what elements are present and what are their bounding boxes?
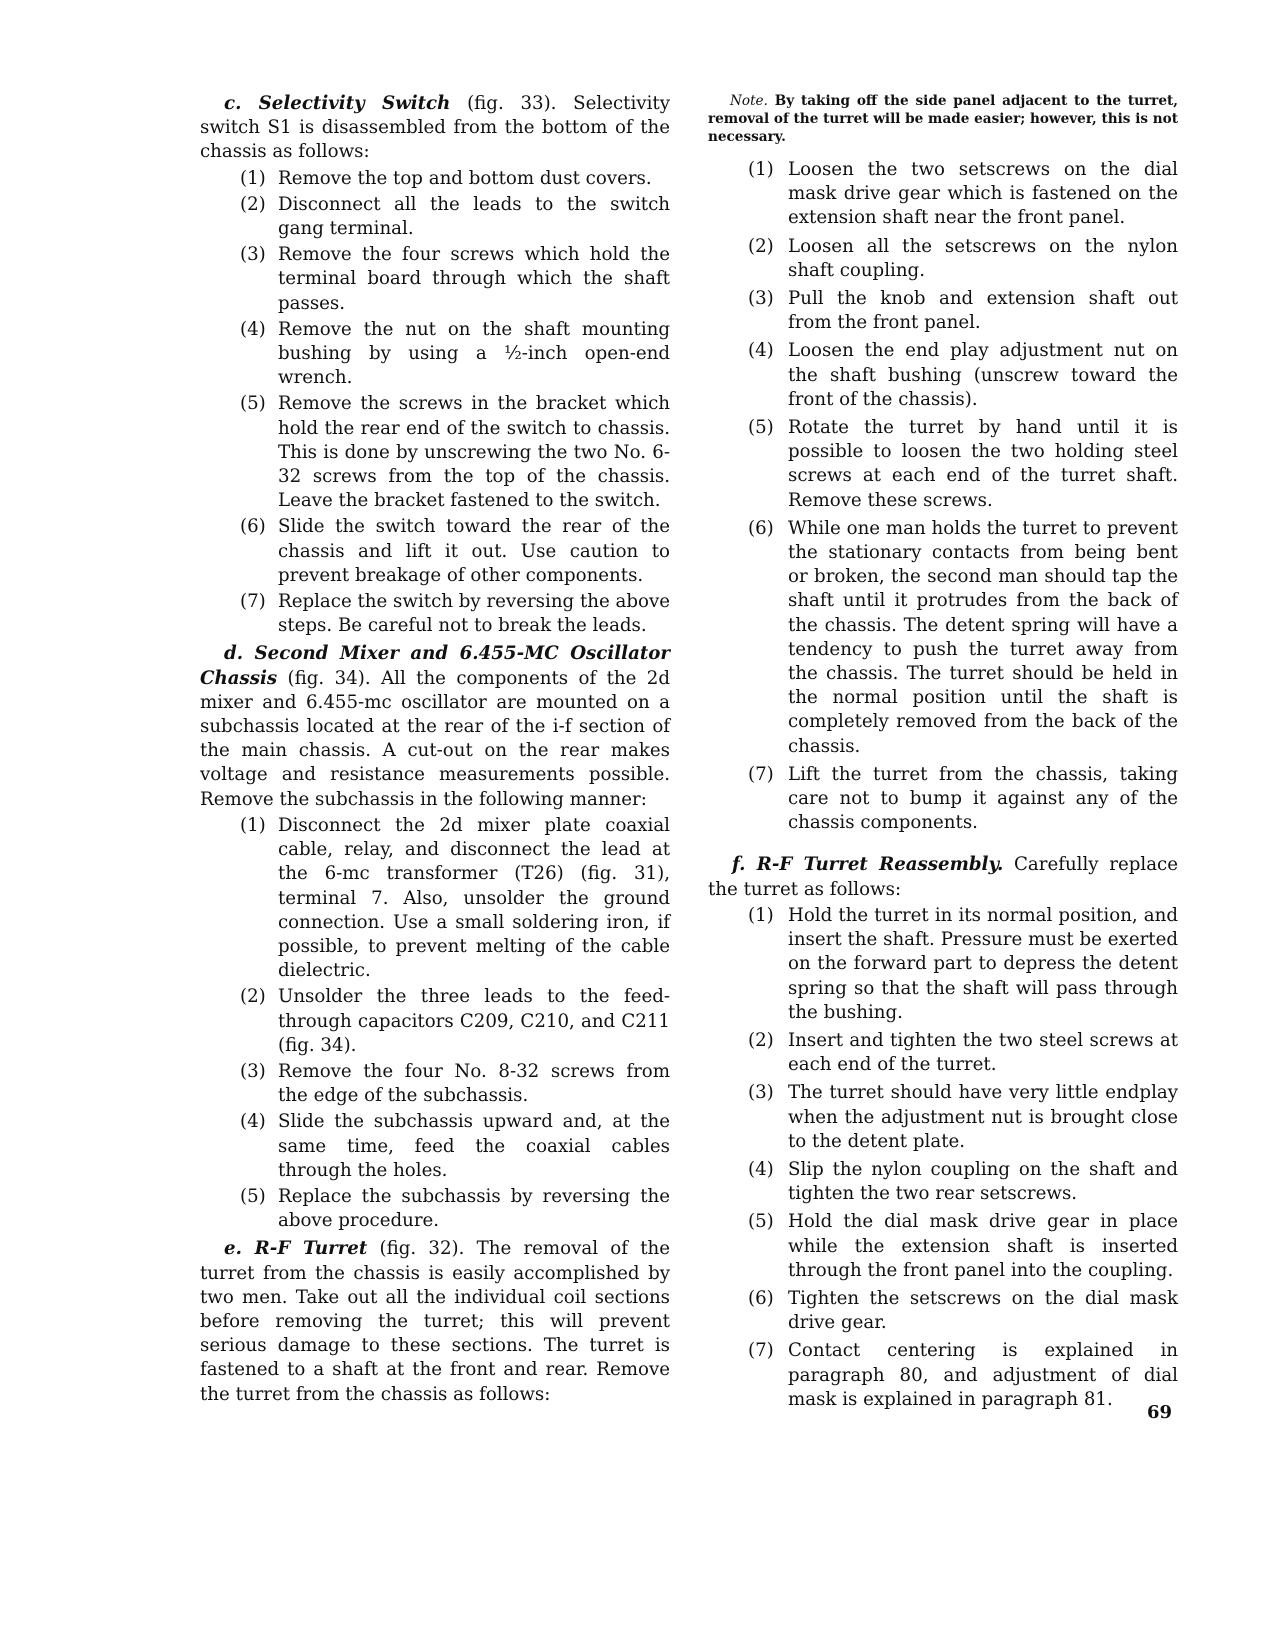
list-item bbox=[708, 158, 1178, 231]
step-number: (5) bbox=[748, 417, 774, 439]
step-number: (6) bbox=[748, 1287, 774, 1309]
section-f-steps bbox=[708, 904, 1178, 1412]
list-item bbox=[708, 1081, 1178, 1154]
list-item bbox=[708, 1287, 1178, 1335]
step-number: (7) bbox=[748, 763, 774, 785]
note-label: Note. bbox=[730, 93, 768, 109]
section-d-steps bbox=[200, 814, 670, 1233]
step-text: Replace the subchassis by reversing the above procedure. bbox=[278, 1185, 670, 1232]
step-text: Slide the subchassis upward and, at the same time, feed the coaxial cables through the holes. bbox=[278, 1111, 670, 1181]
step-text: Remove the nut on the shaft mounting bushing by using a ½-inch open-end wrench. bbox=[278, 318, 670, 389]
step-number: (2) bbox=[240, 986, 266, 1008]
section-e-paragraph bbox=[200, 1237, 670, 1406]
list-item bbox=[200, 193, 670, 241]
list-item bbox=[200, 985, 670, 1058]
left-column bbox=[200, 92, 670, 1409]
step-text: Pull the knob and extension shaft out from the front panel. bbox=[788, 288, 1178, 334]
step-text: Slide the switch toward the rear of the chassis and lift it out. Use caution to prevent breakage of other components. bbox=[278, 516, 670, 586]
section-f-paragraph bbox=[708, 853, 1178, 901]
list-item bbox=[708, 416, 1178, 513]
list-item bbox=[708, 287, 1178, 335]
list-item bbox=[200, 243, 670, 316]
list-item bbox=[200, 318, 670, 391]
section-d-heading: d. Second Mixer and 6.455-MC Oscillator Chassis bbox=[200, 643, 670, 689]
step-number: (6) bbox=[240, 516, 266, 538]
step-text: Rotate the turret by hand until it is possible to loosen the two holding steel screws at each end of the turret shaft. Remove these screws. bbox=[788, 417, 1178, 511]
section-e-steps bbox=[708, 158, 1178, 835]
note-text: By taking off the side panel adjacent to the turret, removal of the turret will be made easier; however, this is not necessary. bbox=[708, 93, 1178, 145]
step-number: (4) bbox=[748, 340, 774, 362]
step-text: Loosen the end play adjustment nut on the shaft bushing (unscrew toward the front of the chassis). bbox=[788, 340, 1178, 410]
list-item bbox=[200, 392, 670, 513]
step-number: (3) bbox=[240, 1060, 266, 1082]
step-number: (4) bbox=[240, 318, 266, 340]
section-c-steps bbox=[200, 167, 670, 639]
step-text: Loosen the two setscrews on the dial mask drive gear which is fastened on the extension shaft near the front panel. bbox=[788, 159, 1178, 229]
step-text: Remove the four screws which hold the terminal board through which the shaft passes. bbox=[278, 244, 670, 314]
section-c-paragraph bbox=[200, 92, 670, 165]
step-text: Replace the switch by reversing the above steps. Be careful not to break the leads. bbox=[278, 591, 670, 637]
step-text: Disconnect all the leads to the switch gang terminal. bbox=[278, 193, 670, 240]
step-text: The turret should have very little endplay when the adjustment nut is brought close to the detent plate. bbox=[788, 1082, 1178, 1152]
list-item bbox=[708, 1210, 1178, 1283]
list-item bbox=[708, 517, 1178, 759]
list-item bbox=[708, 763, 1178, 836]
step-number: (7) bbox=[240, 591, 266, 613]
page-number: 69 bbox=[1146, 1402, 1172, 1423]
list-item bbox=[200, 590, 670, 638]
list-item bbox=[200, 814, 670, 983]
list-item bbox=[200, 1185, 670, 1233]
step-number: (3) bbox=[748, 1082, 774, 1104]
step-text: While one man holds the turret to prevent the stationary contacts from being bent or broken, the second man should tap the shaft until it protrudes from the back of the chassis. The detent spring will have a tendency to push the turret away from the chassis. The turret should be held in the normal position until the shaft is completely removed from the back of the chassis. bbox=[788, 517, 1178, 757]
section-d-paragraph bbox=[200, 642, 670, 811]
step-text: Slip the nylon coupling on the shaft and tighten the two rear setscrews. bbox=[788, 1158, 1178, 1205]
step-text: Disconnect the 2d mixer plate coaxial cable, relay, and disconnect the lead at the 6-mc transformer (T26) (fig. 31), terminal 7. Also, unsolder the ground connection. Use a small soldering iron, if possible, to prevent melting of the cable dielectric. bbox=[278, 814, 670, 982]
list-item bbox=[708, 1029, 1178, 1077]
step-text: Unsolder the three leads to the feed-through capacitors C209, C210, and C211 (fig. 34). bbox=[278, 986, 670, 1056]
section-e-text: (fig. 32). The removal of the turret from the chassis is easily accomplished by two men. Take out all the individual coil sections before removing the turret; this will prevent serious damage to these sections. The turret is fastened to a shaft at the front and rear. Remove the turret from the chassis as follows: bbox=[200, 1238, 670, 1405]
step-text: Remove the screws in the bracket which hold the rear end of the switch to chassis. This is done by unscrewing the two No. 6-32 screws from the top of the chassis. Leave the bracket fastened to the switch. bbox=[278, 393, 670, 512]
step-text: Contact centering is explained in paragraph 80, and adjustment of dial mask is explained in paragraph 81. bbox=[788, 1340, 1178, 1410]
step-number: (1) bbox=[748, 159, 774, 180]
list-item bbox=[200, 515, 670, 588]
list-item bbox=[200, 1060, 670, 1108]
section-c-heading: c. Selectivity Switch bbox=[224, 93, 451, 114]
list-item bbox=[708, 904, 1178, 1025]
step-text: Lift the turret from the chassis, taking care not to bump it against any of the chassis components. bbox=[788, 763, 1178, 834]
list-item bbox=[708, 1158, 1178, 1206]
section-f-text: Carefully replace the turret as follows: bbox=[708, 854, 1178, 900]
list-item bbox=[708, 235, 1178, 283]
section-e-heading: e. R-F Turret bbox=[224, 1238, 368, 1260]
step-number: (2) bbox=[748, 235, 774, 257]
step-number: (1) bbox=[748, 904, 774, 926]
section-f-heading: f. R-F Turret Reassembly. bbox=[732, 854, 1004, 876]
step-number: (5) bbox=[240, 393, 266, 415]
section-c-text: (fig. 33). Selectivity switch S1 is disassembled from the bottom of the chassis as follows: bbox=[200, 93, 670, 163]
step-number: (5) bbox=[748, 1211, 774, 1233]
step-text: Loosen all the setscrews on the nylon shaft coupling. bbox=[788, 235, 1178, 281]
step-number: (1) bbox=[240, 167, 266, 189]
list-item bbox=[708, 339, 1178, 412]
step-number: (2) bbox=[240, 193, 266, 215]
step-number: (5) bbox=[240, 1185, 266, 1207]
list-item bbox=[200, 167, 670, 191]
step-text: Remove the top and bottom dust covers. bbox=[278, 167, 652, 189]
step-number: (4) bbox=[240, 1111, 266, 1133]
note-paragraph bbox=[708, 92, 1178, 146]
list-item bbox=[200, 1110, 670, 1183]
step-text: Hold the turret in its normal position, and insert the shaft. Pressure must be exerted on the forward part to depress the detent spring so that the shaft will pass through the bushing. bbox=[788, 904, 1178, 1023]
list-item bbox=[708, 1339, 1178, 1412]
step-number: (6) bbox=[748, 517, 774, 539]
step-text: Remove the four No. 8-32 screws from the edge of the subchassis. bbox=[278, 1060, 670, 1107]
step-number: (4) bbox=[748, 1158, 774, 1180]
step-number: (7) bbox=[748, 1340, 774, 1362]
step-number: (3) bbox=[748, 288, 774, 310]
section-d-text: (fig. 34). All the components of the 2d mixer and 6.455-mc oscillator are mounted on a subchassis located at the rear of the i-f section of the main chassis. A cut-out on the rear makes voltage and resistance measurements possible. Remove the subchassis in the following manner: bbox=[200, 667, 670, 810]
right-column bbox=[708, 92, 1178, 1416]
step-number: (2) bbox=[748, 1029, 774, 1051]
step-text: Insert and tighten the two steel screws at each end of the turret. bbox=[788, 1029, 1178, 1076]
step-text: Tighten the setscrews on the dial mask drive gear. bbox=[788, 1287, 1178, 1334]
step-number: (3) bbox=[240, 244, 266, 266]
step-number: (1) bbox=[240, 814, 266, 836]
step-text: Hold the dial mask drive gear in place while the extension shaft is inserted through the front panel into the coupling. bbox=[788, 1211, 1178, 1281]
